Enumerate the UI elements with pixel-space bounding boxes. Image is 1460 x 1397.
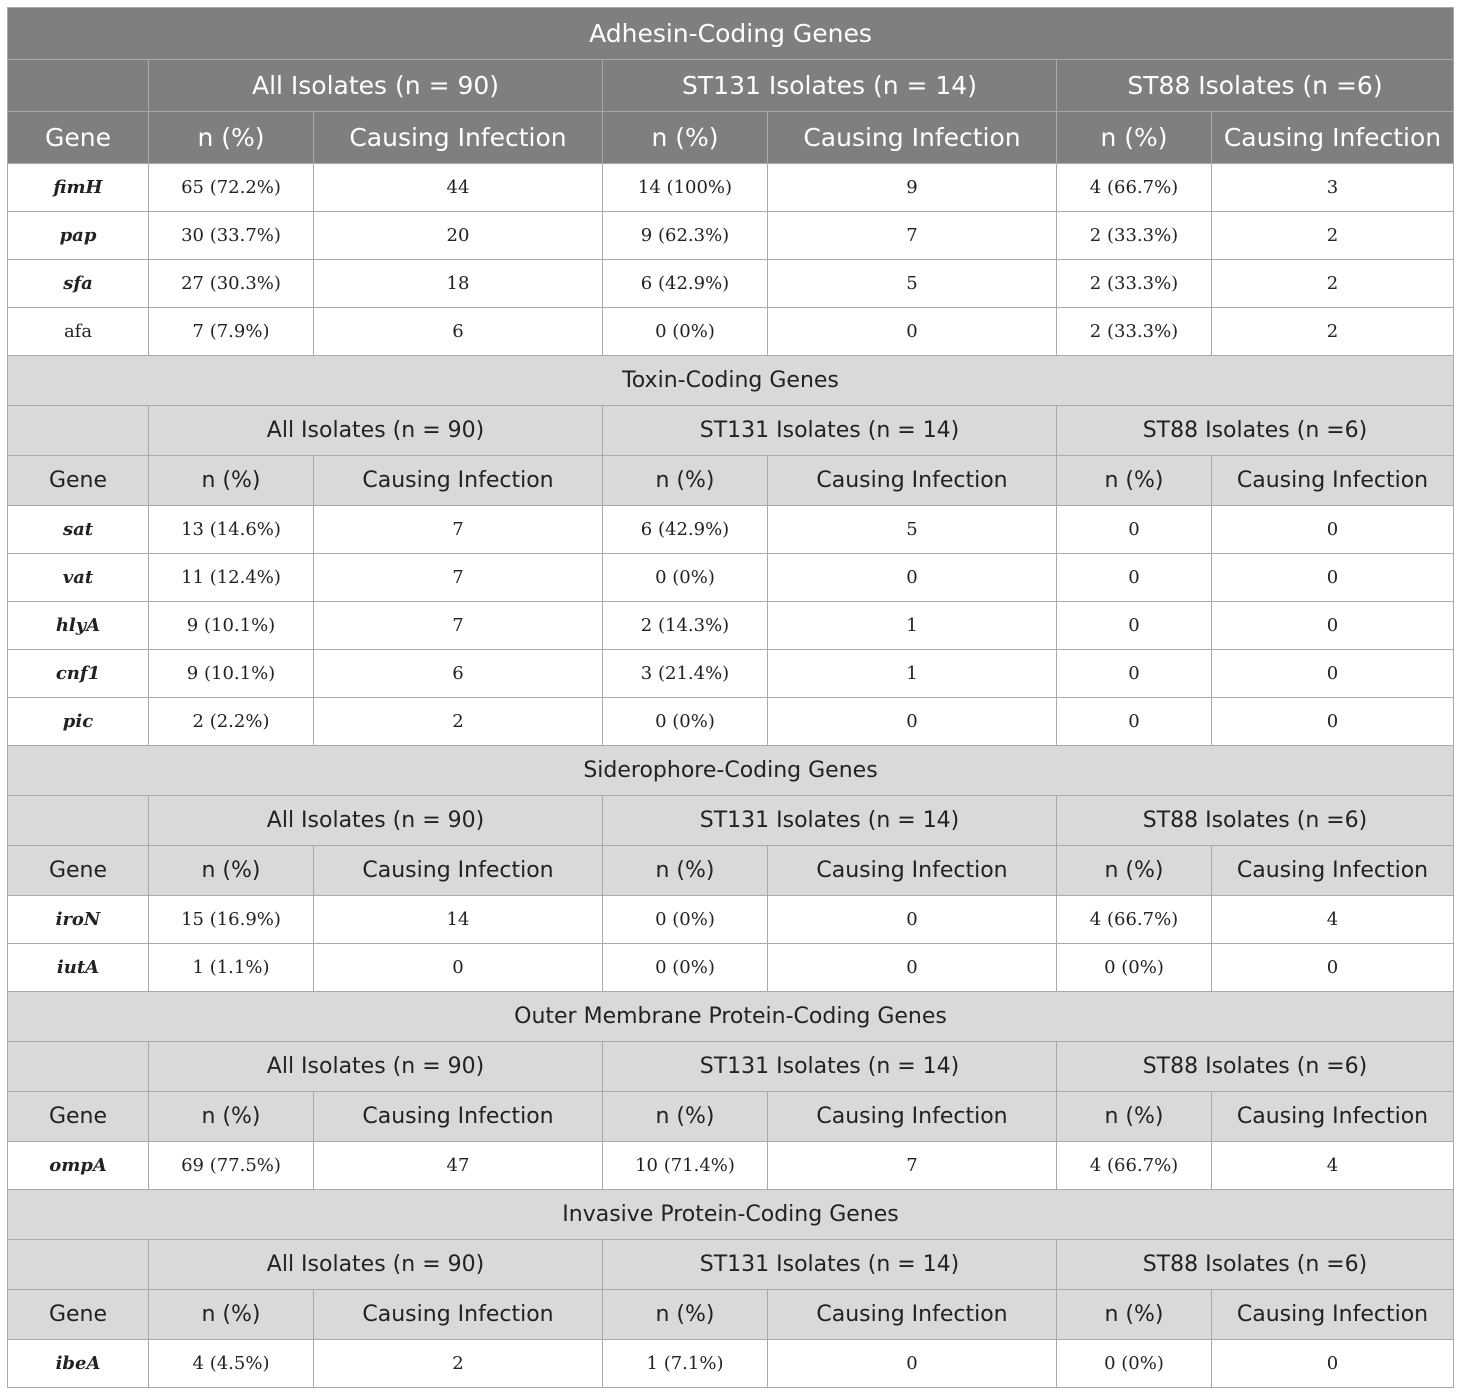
count-percent-cell: 0 (1057, 602, 1212, 650)
causing-infection-cell: 0 (1212, 944, 1454, 992)
column-header: Causing Infection (768, 1290, 1057, 1340)
causing-infection-cell: 47 (314, 1142, 603, 1190)
count-percent-cell: 0 (0%) (603, 308, 768, 356)
causing-infection-cell: 18 (314, 260, 603, 308)
column-header: n (%) (603, 112, 768, 164)
causing-infection-cell: 7 (314, 554, 603, 602)
section-title: Toxin-Coding Genes (8, 356, 1454, 406)
table-row (8, 1340, 1454, 1388)
column-header: Causing Infection (768, 1092, 1057, 1142)
gene-column-header: Gene (8, 456, 149, 506)
causing-infection-cell: 0 (768, 308, 1057, 356)
gene-name: ompA (8, 1142, 149, 1190)
causing-infection-cell: 0 (768, 944, 1057, 992)
count-percent-cell: 2 (33.3%) (1057, 212, 1212, 260)
count-percent-cell: 2 (2.2%) (149, 698, 314, 746)
count-percent-cell: 6 (42.9%) (603, 506, 768, 554)
table-row (8, 698, 1454, 746)
causing-infection-cell: 0 (1212, 602, 1454, 650)
group-header: ST131 Isolates (n = 14) (603, 796, 1057, 846)
count-percent-cell: 4 (4.5%) (149, 1340, 314, 1388)
causing-infection-cell: 20 (314, 212, 603, 260)
causing-infection-cell: 4 (1212, 896, 1454, 944)
count-percent-cell: 2 (33.3%) (1057, 260, 1212, 308)
group-header-empty (8, 1042, 149, 1092)
column-header: n (%) (149, 112, 314, 164)
count-percent-cell: 9 (10.1%) (149, 602, 314, 650)
count-percent-cell: 9 (10.1%) (149, 650, 314, 698)
column-header: n (%) (1057, 846, 1212, 896)
column-header: Causing Infection (314, 456, 603, 506)
count-percent-cell: 9 (62.3%) (603, 212, 768, 260)
count-percent-cell: 14 (100%) (603, 164, 768, 212)
column-header-row (8, 846, 1454, 896)
column-header: n (%) (149, 1290, 314, 1340)
gene-name: hlyA (8, 602, 149, 650)
count-percent-cell: 4 (66.7%) (1057, 164, 1212, 212)
count-percent-cell: 65 (72.2%) (149, 164, 314, 212)
causing-infection-cell: 7 (314, 602, 603, 650)
column-header: n (%) (603, 456, 768, 506)
count-percent-cell: 69 (77.5%) (149, 1142, 314, 1190)
count-percent-cell: 0 (1057, 698, 1212, 746)
gene-name: iutA (8, 944, 149, 992)
causing-infection-cell: 2 (1212, 308, 1454, 356)
group-header: All Isolates (n = 90) (149, 60, 603, 112)
gene-name: afa (8, 308, 149, 356)
section-title-row-siderophore-coding-genes (8, 746, 1454, 796)
column-header: Causing Infection (1212, 846, 1454, 896)
column-header: Causing Infection (768, 456, 1057, 506)
group-header-empty (8, 406, 149, 456)
section-title: Siderophore-Coding Genes (8, 746, 1454, 796)
section-title-row-adhesin-coding-genes (8, 8, 1454, 60)
group-header: ST131 Isolates (n = 14) (603, 1240, 1057, 1290)
column-header: Causing Infection (314, 1092, 603, 1142)
causing-infection-cell: 0 (1212, 698, 1454, 746)
count-percent-cell: 27 (30.3%) (149, 260, 314, 308)
gene-name: vat (8, 554, 149, 602)
column-header: n (%) (603, 846, 768, 896)
column-header-row (8, 456, 1454, 506)
group-header: ST131 Isolates (n = 14) (603, 1042, 1057, 1092)
group-header: ST88 Isolates (n =6) (1057, 796, 1454, 846)
group-header: ST131 Isolates (n = 14) (603, 406, 1057, 456)
count-percent-cell: 4 (66.7%) (1057, 1142, 1212, 1190)
causing-infection-cell: 3 (1212, 164, 1454, 212)
causing-infection-cell: 0 (768, 554, 1057, 602)
gene-column-header: Gene (8, 1290, 149, 1340)
group-header-row (8, 60, 1454, 112)
section-title-row-toxin-coding-genes (8, 356, 1454, 406)
causing-infection-cell: 0 (768, 896, 1057, 944)
causing-infection-cell: 9 (768, 164, 1057, 212)
group-header: All Isolates (n = 90) (149, 406, 603, 456)
causing-infection-cell: 0 (768, 698, 1057, 746)
table-row (8, 896, 1454, 944)
causing-infection-cell: 7 (768, 1142, 1057, 1190)
section-title: Outer Membrane Protein-Coding Genes (8, 992, 1454, 1042)
count-percent-cell: 1 (7.1%) (603, 1340, 768, 1388)
column-header: n (%) (1057, 1290, 1212, 1340)
table-row (8, 212, 1454, 260)
causing-infection-cell: 2 (314, 698, 603, 746)
section-title: Adhesin-Coding Genes (8, 8, 1454, 60)
table-row (8, 308, 1454, 356)
column-header: n (%) (603, 1092, 768, 1142)
count-percent-cell: 0 (0%) (603, 554, 768, 602)
causing-infection-cell: 5 (768, 506, 1057, 554)
gene-name: sat (8, 506, 149, 554)
column-header: n (%) (149, 456, 314, 506)
causing-infection-cell: 7 (768, 212, 1057, 260)
group-header-row (8, 796, 1454, 846)
virulence-gene-table (7, 7, 1454, 1388)
group-header: ST88 Isolates (n =6) (1057, 1240, 1454, 1290)
causing-infection-cell: 6 (314, 308, 603, 356)
column-header: n (%) (603, 1290, 768, 1340)
table-row (8, 554, 1454, 602)
column-header: Causing Infection (314, 1290, 603, 1340)
column-header: n (%) (1057, 1092, 1212, 1142)
table-row (8, 506, 1454, 554)
table-row (8, 944, 1454, 992)
column-header: Causing Infection (1212, 456, 1454, 506)
causing-infection-cell: 1 (768, 602, 1057, 650)
table-row (8, 650, 1454, 698)
count-percent-cell: 0 (1057, 650, 1212, 698)
group-header-row (8, 1042, 1454, 1092)
count-percent-cell: 1 (1.1%) (149, 944, 314, 992)
count-percent-cell: 0 (0%) (603, 698, 768, 746)
group-header: All Isolates (n = 90) (149, 796, 603, 846)
causing-infection-cell: 0 (1212, 1340, 1454, 1388)
causing-infection-cell: 4 (1212, 1142, 1454, 1190)
causing-infection-cell: 44 (314, 164, 603, 212)
gene-column-header: Gene (8, 112, 149, 164)
count-percent-cell: 15 (16.9%) (149, 896, 314, 944)
section-title: Invasive Protein-Coding Genes (8, 1190, 1454, 1240)
count-percent-cell: 2 (33.3%) (1057, 308, 1212, 356)
count-percent-cell: 0 (0%) (603, 896, 768, 944)
gene-name: cnf1 (8, 650, 149, 698)
column-header-row (8, 112, 1454, 164)
column-header: Causing Infection (314, 846, 603, 896)
gene-name: fimH (8, 164, 149, 212)
count-percent-cell: 10 (71.4%) (603, 1142, 768, 1190)
column-header: Causing Infection (768, 846, 1057, 896)
count-percent-cell: 6 (42.9%) (603, 260, 768, 308)
causing-infection-cell: 6 (314, 650, 603, 698)
gene-name: sfa (8, 260, 149, 308)
count-percent-cell: 30 (33.7%) (149, 212, 314, 260)
group-header-empty (8, 1240, 149, 1290)
count-percent-cell: 7 (7.9%) (149, 308, 314, 356)
group-header-empty (8, 796, 149, 846)
column-header: Causing Infection (1212, 112, 1454, 164)
group-header-empty (8, 60, 149, 112)
table-row (8, 164, 1454, 212)
column-header: n (%) (1057, 456, 1212, 506)
column-header-row (8, 1092, 1454, 1142)
section-title-row-invasive-protein-coding-genes (8, 1190, 1454, 1240)
column-header: Causing Infection (314, 112, 603, 164)
causing-infection-cell: 14 (314, 896, 603, 944)
count-percent-cell: 13 (14.6%) (149, 506, 314, 554)
table-row (8, 602, 1454, 650)
group-header: ST88 Isolates (n =6) (1057, 60, 1454, 112)
gene-name: iroN (8, 896, 149, 944)
causing-infection-cell: 5 (768, 260, 1057, 308)
causing-infection-cell: 0 (768, 1340, 1057, 1388)
causing-infection-cell: 7 (314, 506, 603, 554)
column-header: n (%) (149, 846, 314, 896)
gene-name: pic (8, 698, 149, 746)
column-header: n (%) (149, 1092, 314, 1142)
count-percent-cell: 0 (1057, 506, 1212, 554)
column-header-row (8, 1290, 1454, 1340)
table-row (8, 260, 1454, 308)
causing-infection-cell: 0 (1212, 554, 1454, 602)
group-header: All Isolates (n = 90) (149, 1042, 603, 1092)
causing-infection-cell: 1 (768, 650, 1057, 698)
count-percent-cell: 4 (66.7%) (1057, 896, 1212, 944)
gene-column-header: Gene (8, 846, 149, 896)
causing-infection-cell: 0 (1212, 506, 1454, 554)
gene-name: ibeA (8, 1340, 149, 1388)
gene-name: pap (8, 212, 149, 260)
causing-infection-cell: 2 (1212, 260, 1454, 308)
group-header-row (8, 1240, 1454, 1290)
count-percent-cell: 3 (21.4%) (603, 650, 768, 698)
causing-infection-cell: 2 (314, 1340, 603, 1388)
column-header: n (%) (1057, 112, 1212, 164)
count-percent-cell: 2 (14.3%) (603, 602, 768, 650)
group-header: ST88 Isolates (n =6) (1057, 406, 1454, 456)
group-header: ST88 Isolates (n =6) (1057, 1042, 1454, 1092)
causing-infection-cell: 0 (1212, 650, 1454, 698)
group-header: ST131 Isolates (n = 14) (603, 60, 1057, 112)
count-percent-cell: 0 (0%) (1057, 1340, 1212, 1388)
column-header: Causing Infection (768, 112, 1057, 164)
count-percent-cell: 0 (0%) (1057, 944, 1212, 992)
gene-column-header: Gene (8, 1092, 149, 1142)
count-percent-cell: 11 (12.4%) (149, 554, 314, 602)
column-header: Causing Infection (1212, 1092, 1454, 1142)
count-percent-cell: 0 (1057, 554, 1212, 602)
causing-infection-cell: 2 (1212, 212, 1454, 260)
causing-infection-cell: 0 (314, 944, 603, 992)
table-row (8, 1142, 1454, 1190)
column-header: Causing Infection (1212, 1290, 1454, 1340)
section-title-row-outer-membrane-protein-coding-genes (8, 992, 1454, 1042)
group-header: All Isolates (n = 90) (149, 1240, 603, 1290)
count-percent-cell: 0 (0%) (603, 944, 768, 992)
group-header-row (8, 406, 1454, 456)
